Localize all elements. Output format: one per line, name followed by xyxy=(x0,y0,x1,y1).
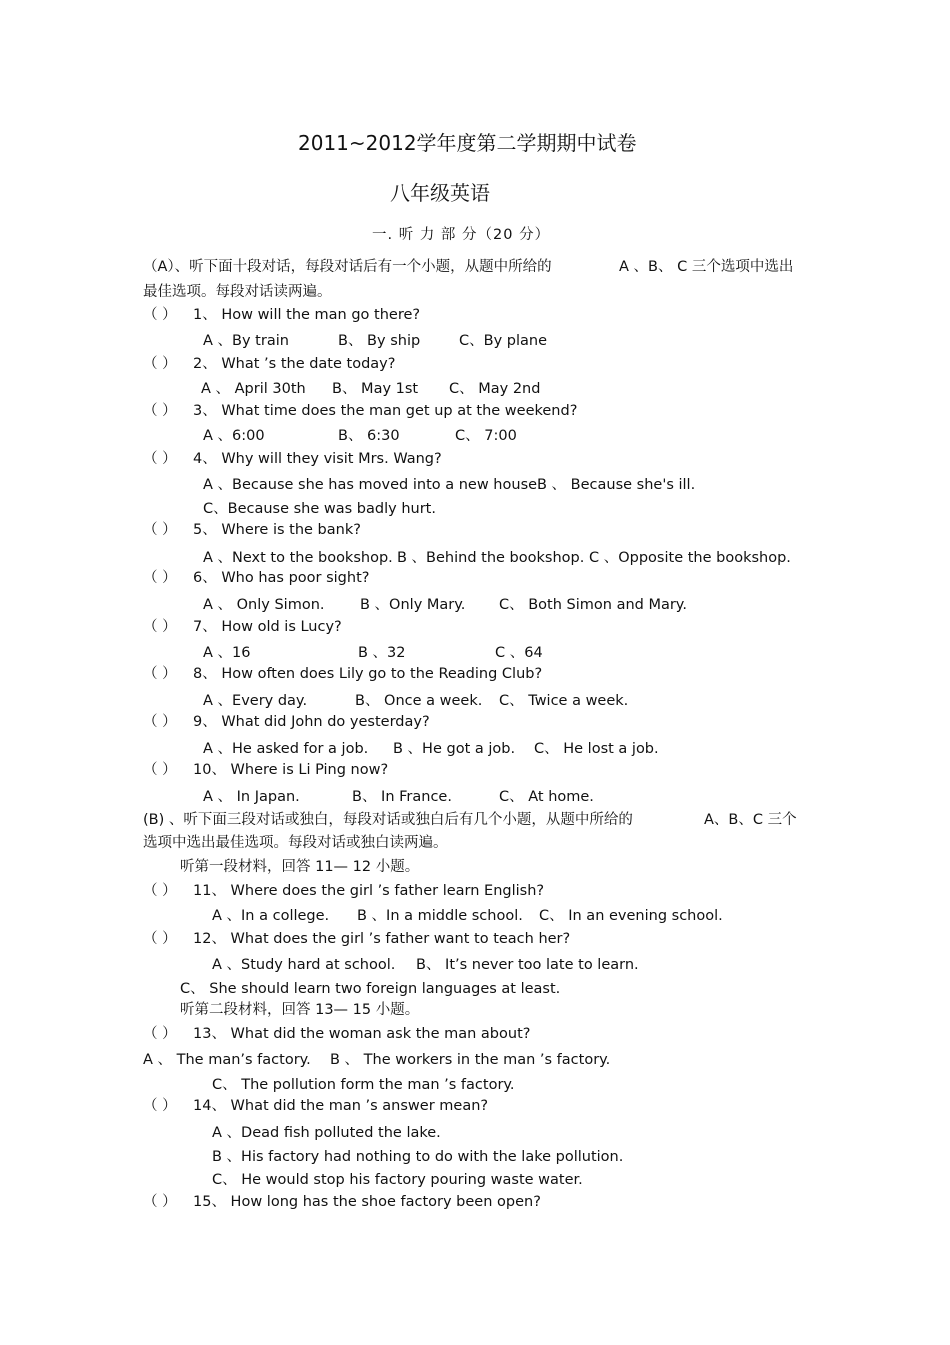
option-c: C 、Opposite the bookshop. xyxy=(589,550,791,566)
option-b: B、 May 1st xyxy=(332,381,419,397)
answer-paren: （ ） xyxy=(143,619,177,635)
option-b: B、 Once a week. xyxy=(355,693,483,709)
option-a: A 、He asked for a job. xyxy=(203,741,369,757)
option-c: C、 He would stop his factory pouring waste water. xyxy=(212,1172,583,1188)
question-text: 7、 How old is Lucy? xyxy=(193,619,342,635)
option-c: C 、64 xyxy=(495,645,543,661)
answer-paren: （ ） xyxy=(143,403,177,419)
option-c: C、 At home. xyxy=(499,789,594,805)
option-b: B 、His factory had nothing to do with the lake pollution. xyxy=(212,1149,624,1165)
option-a: A 、 Only Simon. xyxy=(203,597,325,613)
option-a: A 、By train xyxy=(203,333,289,349)
answer-paren: （ ） xyxy=(143,762,177,778)
question-text: 8、 How often does Lily go to the Reading Club? xyxy=(193,666,543,682)
question-text: 15、 How long has the shoe factory been open? xyxy=(193,1194,541,1210)
exam-subtitle: 八年级英语 xyxy=(390,181,490,205)
question-text: 9、 What did John do yesterday? xyxy=(193,714,430,730)
option-b: B 、32 xyxy=(358,645,406,661)
answer-paren: （ ） xyxy=(143,931,177,947)
answer-paren: （ ） xyxy=(143,522,177,538)
question-text: 12、 What does the girl ’s father want to teach her? xyxy=(193,931,571,947)
option-a: A 、16 xyxy=(203,645,251,661)
option-a: A 、Dead fish polluted the lake. xyxy=(212,1125,441,1141)
option-c: C、 Twice a week. xyxy=(499,693,629,709)
option-b: B、 By ship xyxy=(338,333,421,349)
listen-material-2: 听第二段材料，回答 13— 15 小题。 xyxy=(180,1002,420,1018)
option-c: C、By plane xyxy=(459,333,547,349)
option-b: B 、He got a job. xyxy=(393,741,516,757)
option-b: B 、In a middle school. xyxy=(357,908,523,924)
option-c: C、 May 2nd xyxy=(449,381,541,397)
question-text: 4、 Why will they visit Mrs. Wang? xyxy=(193,451,442,467)
section-heading: 一. 听 力 部 分（20 分） xyxy=(372,227,551,243)
option-c: C、 She should learn two foreign languages at least. xyxy=(180,981,561,997)
option-a: A 、Every day. xyxy=(203,693,308,709)
question-text: 6、 Who has poor sight? xyxy=(193,570,370,586)
answer-paren: （ ） xyxy=(143,883,177,899)
question-text: 3、 What time does the man get up at the weekend? xyxy=(193,403,578,419)
option-c: C、Because she was badly hurt. xyxy=(203,501,436,517)
question-text: 10、 Where is Li Ping now? xyxy=(193,762,389,778)
option-b: B、 6:30 xyxy=(338,428,400,444)
option-b: B、 It’s never too late to learn. xyxy=(416,957,639,973)
option-c: C、 Both Simon and Mary. xyxy=(499,597,687,613)
question-text: 1、 How will the man go there? xyxy=(193,307,421,323)
answer-paren: （ ） xyxy=(143,1098,177,1114)
part-b-instruction-options: A、B、C 三个 xyxy=(704,812,797,828)
part-b-instruction: (B) 、听下面三段对话或独白，每段对话或独白后有几个小题，从题中所给的 xyxy=(143,812,633,828)
option-c: C、 7:00 xyxy=(455,428,517,444)
option-a: A 、Because she has moved into a new house. xyxy=(203,477,542,493)
option-a: A 、Study hard at school. xyxy=(212,957,396,973)
answer-paren: （ ） xyxy=(143,570,177,586)
option-a: A 、 April 30th xyxy=(201,381,306,397)
question-text: 2、 What ’s the date today? xyxy=(193,356,396,372)
option-a: A 、 The man’s factory. xyxy=(143,1052,311,1068)
answer-paren: （ ） xyxy=(143,451,177,467)
part-a-instruction-options: A 、B、 C 三个选项中选出 xyxy=(619,259,794,275)
answer-paren: （ ） xyxy=(143,1194,177,1210)
exam-title: 2011~2012学年度第二学期期中试卷 xyxy=(298,131,637,155)
answer-paren: （ ） xyxy=(143,666,177,682)
option-a: A 、 In Japan. xyxy=(203,789,300,805)
option-b: B 、 Because she's ill. xyxy=(537,477,696,493)
question-text: 5、 Where is the bank? xyxy=(193,522,361,538)
part-a-instruction-line2: 最佳选项。每段对话读两遍。 xyxy=(143,284,332,300)
option-a: A 、In a college. xyxy=(212,908,330,924)
part-b-instruction-line2: 选项中选出最佳选项。每段对话或独白读两遍。 xyxy=(143,835,448,851)
answer-paren: （ ） xyxy=(143,307,177,323)
option-a: A 、Next to the bookshop. xyxy=(203,550,393,566)
option-c: C、 In an evening school. xyxy=(539,908,723,924)
question-text: 11、 Where does the girl ’s father learn English? xyxy=(193,883,545,899)
question-text: 14、 What did the man ’s answer mean? xyxy=(193,1098,489,1114)
option-b: B 、 The workers in the man ’s factory. xyxy=(330,1052,611,1068)
option-b: B 、Only Mary. xyxy=(360,597,466,613)
answer-paren: （ ） xyxy=(143,714,177,730)
listen-material-1: 听第一段材料，回答 11— 12 小题。 xyxy=(180,859,420,875)
option-b: B、 In France. xyxy=(352,789,452,805)
option-c: C、 The pollution form the man ’s factory. xyxy=(212,1077,515,1093)
part-a-instruction: （A）、听下面十段对话，每段对话后有一个小题，从题中所给的 xyxy=(143,259,552,275)
answer-paren: （ ） xyxy=(143,356,177,372)
question-text: 13、 What did the woman ask the man about? xyxy=(193,1026,531,1042)
option-c: C、 He lost a job. xyxy=(534,741,659,757)
option-a: A 、6:00 xyxy=(203,428,265,444)
answer-paren: （ ） xyxy=(143,1026,177,1042)
option-b: B 、Behind the bookshop. xyxy=(397,550,585,566)
